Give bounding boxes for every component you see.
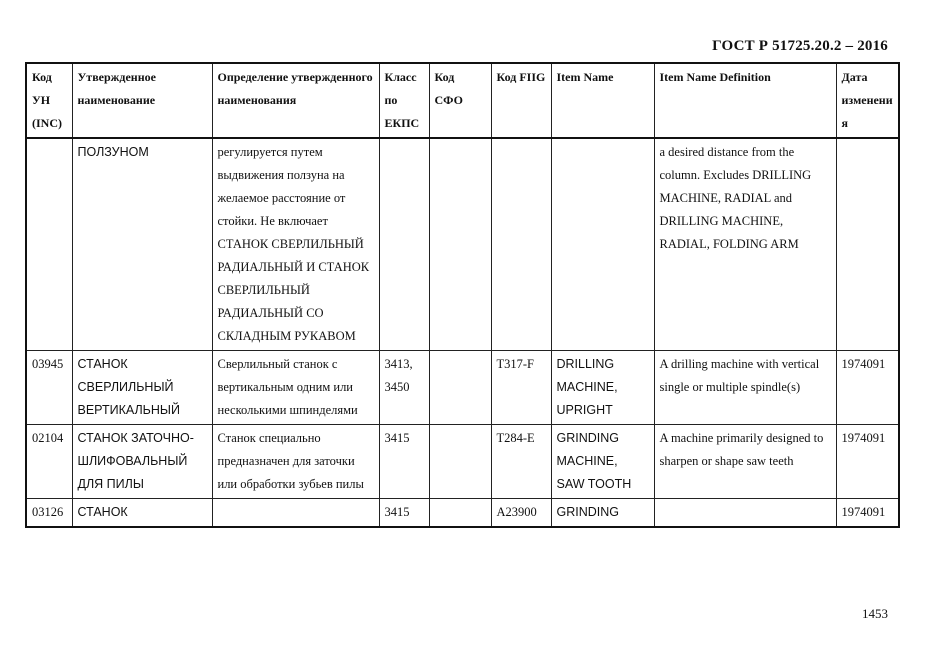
col-header-date: Дата изменения	[836, 63, 899, 138]
cell-item-definition: a desired distance from the column. Excludes DRILLING MACHINE, RADIAL and DRILLING MACHINE, RADIAL, FOLDING ARM	[654, 138, 836, 351]
item-name-table	[25, 62, 900, 528]
cell-approved-name: СТАНОК СВЕРЛИЛЬНЫЙ ВЕРТИКАЛЬНЫЙ	[72, 351, 212, 425]
cell-class: 3413, 3450	[379, 351, 429, 425]
col-header-fiig: Код FIIG	[491, 63, 551, 138]
cell-date	[836, 138, 899, 351]
cell-sfo	[429, 425, 491, 499]
col-header-item-definition: Item Name Definition	[654, 63, 836, 138]
cell-date: 1974091	[836, 425, 899, 499]
cell-class: 3415	[379, 499, 429, 528]
cell-approved-name: ПОЛЗУНОМ	[72, 138, 212, 351]
cell-inc: 03126	[26, 499, 72, 528]
cell-item-definition: A drilling machine with vertical single or multiple spindle(s)	[654, 351, 836, 425]
cell-item-name	[551, 138, 654, 351]
cell-item-definition	[654, 499, 836, 528]
cell-class	[379, 138, 429, 351]
cell-definition: Станок специально предназначен для заточки или обработки зубьев пилы	[212, 425, 379, 499]
col-header-definition: Определение утвержденного наименования	[212, 63, 379, 138]
cell-item-name: GRINDING MACHINE, SAW TOOTH	[551, 425, 654, 499]
table-row	[26, 138, 899, 351]
cell-sfo	[429, 499, 491, 528]
cell-definition: регулируется путем выдвижения ползуна на желаемое расстояние от стойки. Не включает СТАНОК СВЕРЛИЛЬНЫЙ РАДИАЛЬНЫЙ И СТАНОК СВЕРЛИЛЬНЫЙ РАДИАЛЬНЫЙ СО СКЛАДНЫМ РУКАВОМ	[212, 138, 379, 351]
cell-approved-name: СТАНОК ЗАТОЧНО-ШЛИФОВАЛЬНЫЙ ДЛЯ ПИЛЫ	[72, 425, 212, 499]
table-row	[26, 351, 899, 425]
cell-item-definition: A machine primarily designed to sharpen or shape saw teeth	[654, 425, 836, 499]
cell-sfo	[429, 351, 491, 425]
cell-definition: Сверлильный станок с вертикальным одним или несколькими шпинделями	[212, 351, 379, 425]
cell-definition	[212, 499, 379, 528]
cell-inc: 03945	[26, 351, 72, 425]
table-row	[26, 425, 899, 499]
col-header-approved-name: Утвержденное наименование	[72, 63, 212, 138]
cell-item-name: GRINDING	[551, 499, 654, 528]
cell-fiig: T284-E	[491, 425, 551, 499]
cell-inc	[26, 138, 72, 351]
col-header-item-name: Item Name	[551, 63, 654, 138]
cell-fiig: A23900	[491, 499, 551, 528]
col-header-sfo: Код СФО	[429, 63, 491, 138]
cell-fiig	[491, 138, 551, 351]
table-header-row	[26, 63, 899, 138]
col-header-inc: Код УН (INC)	[26, 63, 72, 138]
cell-approved-name: СТАНОК	[72, 499, 212, 528]
cell-date: 1974091	[836, 499, 899, 528]
col-header-class: Класс по ЕКПС	[379, 63, 429, 138]
cell-date: 1974091	[836, 351, 899, 425]
table-row	[26, 499, 899, 528]
cell-inc: 02104	[26, 425, 72, 499]
cell-item-name: DRILLING MACHINE, UPRIGHT	[551, 351, 654, 425]
cell-class: 3415	[379, 425, 429, 499]
cell-sfo	[429, 138, 491, 351]
document-title: ГОСТ Р 51725.20.2 – 2016	[712, 38, 888, 54]
cell-fiig: T317-F	[491, 351, 551, 425]
page-number: 1453	[862, 606, 888, 621]
